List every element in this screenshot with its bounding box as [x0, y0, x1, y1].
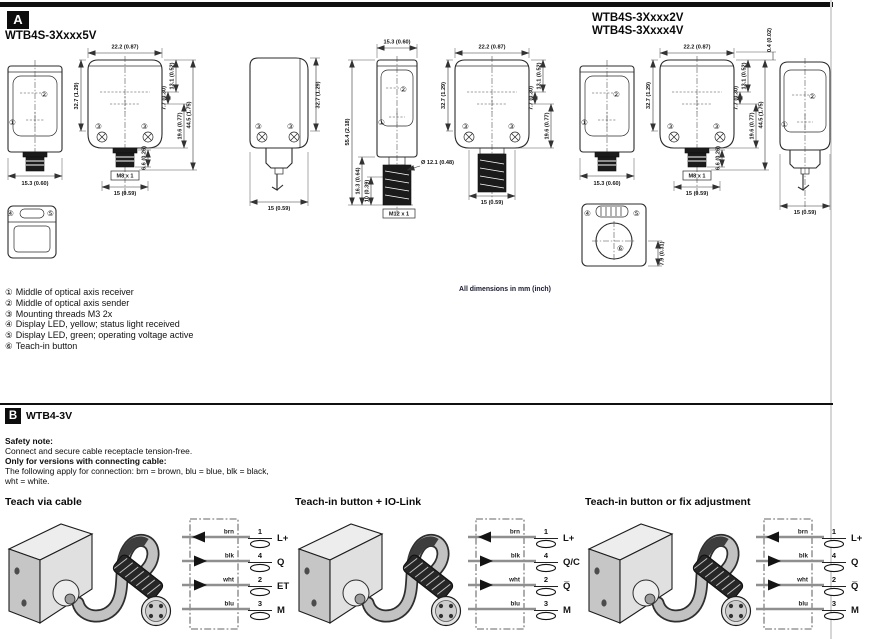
drawing-front-narrow-m12	[345, 40, 454, 219]
dim-label: 19.6 (0.77)	[177, 112, 184, 140]
thread-label: M8 x 1	[688, 173, 706, 180]
signal-label: Q̅	[563, 581, 571, 592]
signal-label: L+	[851, 533, 863, 544]
dim-label: 32.7 (1.29)	[74, 82, 80, 110]
legend	[5, 288, 193, 353]
dim-label: 55.4 (2.18)	[345, 118, 351, 146]
pin-number: 3	[831, 599, 837, 608]
dim-label: 44.5 (1.75)	[186, 101, 193, 129]
dim-label: 15 (0.59)	[267, 206, 291, 212]
dim-label: 22.2 (0.87)	[478, 44, 506, 51]
dim-label: 7.7 (0.30)	[161, 86, 168, 110]
wire-label: blk	[510, 552, 520, 560]
callout: ③	[508, 122, 515, 131]
safety-line: Connect and secure cable receptacle tension-free.	[5, 446, 193, 456]
pin-number: 4	[543, 551, 549, 560]
pin-number: 4	[831, 551, 837, 560]
pin-number: 2	[543, 575, 549, 584]
dim-label: 15.3 (0.60)	[383, 39, 411, 46]
signal-label: M	[277, 605, 285, 616]
legend-text: Middle of optical axis receiver	[15, 287, 134, 297]
thread-label: M8 x 1	[116, 173, 134, 180]
wire-label: blu	[510, 600, 520, 608]
sensor-photo-1	[4, 513, 179, 635]
signal-label: M	[851, 605, 859, 616]
diagram-heading-io-link: Teach-in button + IO-Link	[295, 496, 422, 508]
callout: ③	[5, 309, 13, 320]
dim-label: 16.3 (0.64)	[355, 167, 362, 195]
safety-label: Only for versions with connecting cable:	[5, 456, 167, 466]
callout: ①	[581, 118, 588, 127]
dimensions-note: All dimensions in mm (inch)	[459, 286, 551, 293]
sensor-photo-2	[294, 513, 469, 635]
signal-label: L+	[277, 533, 289, 544]
callout: ⑤	[633, 209, 640, 218]
drawing-front-wide-m8	[74, 45, 197, 198]
dim-label: 0.4 (0.02)	[767, 28, 773, 52]
wire-label: brn	[509, 528, 520, 536]
pin-number: 1	[257, 527, 263, 536]
callout: ⑥	[5, 341, 13, 352]
callout: ④	[5, 320, 13, 331]
wire-label: brn	[797, 528, 808, 536]
dim-label: 15 (0.59)	[685, 191, 709, 197]
callout: ②	[41, 90, 48, 99]
signal-label: Q̅	[851, 581, 859, 592]
safety-label: Safety note:	[5, 436, 53, 446]
callout: ③	[713, 122, 720, 131]
dim-label: 44.5 (1.75)	[758, 101, 765, 129]
diagram-heading-teach-via-cable: Teach via cable	[5, 496, 82, 508]
signal-label: Q	[277, 557, 285, 568]
diagram-heading-fix-adjustment: Teach-in button or fix adjustment	[585, 496, 751, 508]
signal-label: Q	[851, 557, 859, 568]
wire-label: wht	[797, 576, 808, 584]
section-b-marker: B	[5, 408, 21, 424]
safety-line: The following apply for connection: brn = brown, blu = blue, blk = black,	[5, 466, 269, 476]
dim-label: 32.7 (1.29)	[441, 81, 447, 110]
pin-diagram-io-link	[468, 513, 586, 635]
dim-label: 7.7 (0.30)	[528, 86, 535, 110]
dim-label: 19.6 (0.77)	[544, 112, 551, 140]
model-title-2v: WTB4S-3Xxxx2V	[592, 12, 684, 24]
dim-label: 32.7 (1.29)	[646, 81, 652, 110]
pin-number: 3	[543, 599, 549, 608]
section-b-rule	[0, 403, 833, 405]
callout: ③	[667, 122, 674, 131]
callout: ①	[9, 118, 16, 127]
sensor-photo-3	[584, 513, 759, 635]
legend-text: Display LED, green; operating voltage active	[15, 330, 194, 341]
callout: ②	[5, 298, 13, 309]
callout: ③	[287, 122, 294, 131]
wire-label: brn	[223, 528, 234, 536]
dim-label: 13.1 (0.52)	[536, 62, 543, 90]
dim-label: 6.6 (0.26)	[141, 146, 148, 170]
dim-label: 15 (0.59)	[113, 191, 137, 197]
callout: ②	[809, 92, 816, 101]
wire-label: wht	[223, 576, 234, 584]
pin-diagram-fix-adjustment	[756, 513, 874, 635]
thread-label: M12 x 1	[388, 211, 410, 218]
drawing-front-narrow-m8-right	[580, 60, 634, 187]
dim-label: 32.7 (1.29)	[315, 81, 322, 109]
detail-view-teach-button	[582, 204, 666, 266]
dim-label: 6.6 (0.26)	[715, 146, 722, 170]
drawing-front-cable-right	[780, 58, 830, 216]
pin-number: 1	[543, 527, 549, 536]
legend-item	[5, 342, 193, 353]
signal-label: L+	[563, 533, 575, 544]
legend-text: Middle of optical axis sender	[15, 297, 130, 308]
pin-diagram-teach-via-cable	[182, 513, 300, 635]
callout: ②	[400, 85, 407, 94]
callout: ⑤	[5, 331, 13, 342]
callout: ⑤	[47, 209, 54, 218]
callout: ③	[462, 122, 469, 131]
dim-label: 10 (0.39)	[364, 179, 371, 203]
dim-label: 15 (0.59)	[480, 200, 504, 206]
dim-label: 15.3 (0.60)	[21, 181, 49, 187]
signal-label: ET	[277, 581, 290, 592]
model-title-4v: WTB4S-3Xxxx4V	[592, 25, 684, 37]
signal-label: M	[563, 605, 571, 616]
legend-text: Mounting threads M3 2x	[15, 308, 113, 319]
dim-label: 15.3 (0.60)	[593, 181, 621, 187]
callout: ①	[5, 288, 13, 298]
callout: ④	[584, 209, 591, 218]
callout: ①	[781, 120, 788, 129]
dim-label: 15 (0.59)	[793, 210, 817, 216]
wire-label: blk	[798, 552, 808, 560]
pin-number: 2	[257, 575, 263, 584]
detail-view-leds	[7, 206, 56, 258]
pin-number: 3	[257, 599, 263, 608]
drawing-side-cable	[250, 58, 322, 212]
callout: ④	[7, 209, 14, 218]
drawing-front-narrow-m8	[8, 60, 62, 187]
wire-label: wht	[509, 576, 520, 584]
callout: ②	[613, 90, 620, 99]
dim-label: Ø 12.1 (0.48)	[421, 160, 454, 166]
dim-label: 7.9 (0.31)	[659, 241, 666, 266]
dim-label: 13.1 (0.52)	[169, 62, 176, 90]
pin-number: 4	[257, 551, 263, 560]
callout: ①	[378, 118, 385, 127]
drawing-front-wide-m8-right	[646, 28, 776, 197]
callout: ③	[255, 122, 262, 131]
drawing-front-wide-m12	[441, 45, 554, 207]
section-a-marker: A	[7, 11, 29, 29]
dim-label: 22.2 (0.87)	[111, 44, 139, 51]
safety-note	[5, 436, 269, 486]
safety-line: wht = white.	[5, 476, 50, 486]
dim-label: 7.7 (0.30)	[733, 86, 740, 110]
callout: ⑥	[617, 244, 624, 253]
pin-number: 1	[831, 527, 837, 536]
callout: ③	[95, 122, 102, 131]
section-b-title: WTB4-3V	[26, 410, 73, 422]
legend-text: Display LED, yellow; status light received	[15, 319, 180, 330]
wire-label: blu	[798, 600, 808, 608]
legend-text: Teach-in button	[15, 340, 78, 351]
signal-label: Q/C	[563, 557, 580, 568]
pin-number: 2	[831, 575, 837, 584]
wire-label: blk	[224, 552, 234, 560]
dim-label: 13.1 (0.52)	[741, 62, 748, 90]
callout: ③	[141, 122, 148, 131]
model-title-5v: WTB4S-3Xxxx5V	[5, 30, 97, 42]
wire-label: blu	[224, 600, 234, 608]
dim-label: 22.2 (0.87)	[683, 44, 711, 51]
dim-label: 19.6 (0.77)	[749, 112, 756, 140]
